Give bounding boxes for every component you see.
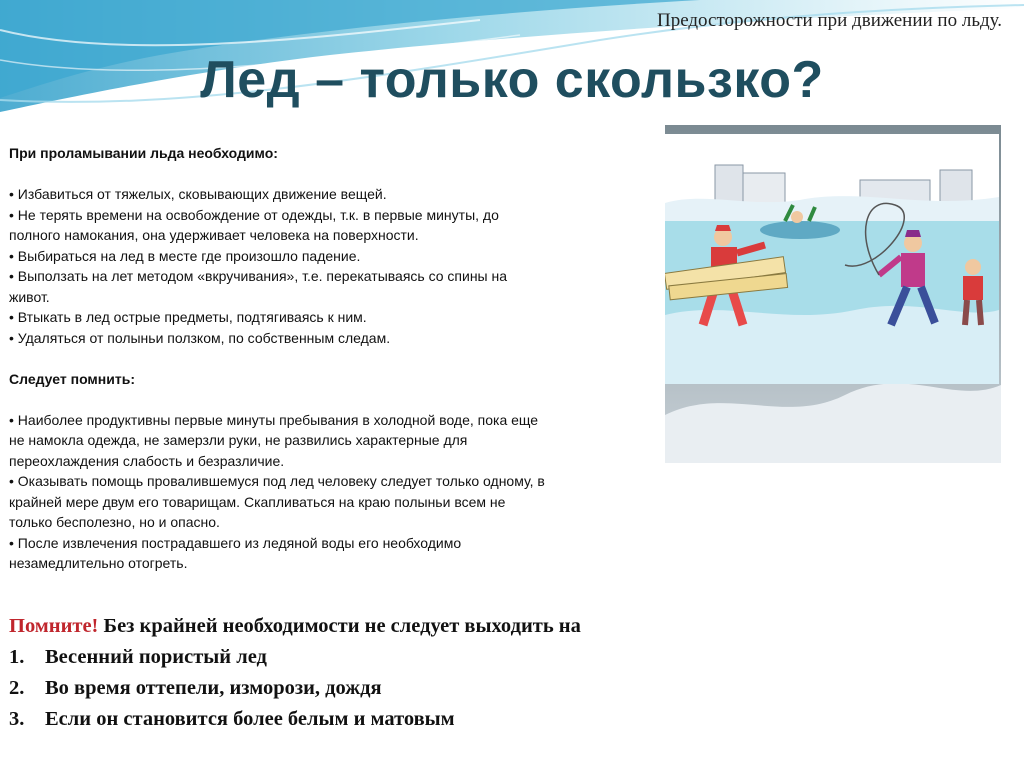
remember-lead: Помните! xyxy=(9,615,99,637)
remember-item-number: 1. xyxy=(9,646,25,668)
ice-rescue-illustration xyxy=(665,125,1001,463)
section1-line: • Выбираться на лед в месте где произошло падение. xyxy=(9,247,361,264)
instructions-text xyxy=(9,143,674,574)
section1-line: полного намокания, она удерживает человека на поверхности. xyxy=(9,227,419,243)
slide-subtitle: Предосторожности при движении по льду. xyxy=(656,10,1002,31)
slide-title: Лед – только скользко? xyxy=(200,51,824,109)
section1-line: • Удаляться от полыньи ползком, по собственным следам. xyxy=(9,329,391,346)
section2-line: крайней мере двум его товарищам. Скапливаться на краю полыньи всем не xyxy=(9,493,506,510)
remember-item-number: 3. xyxy=(9,708,25,730)
remember-item-number: 2. xyxy=(9,677,25,699)
remember-item xyxy=(9,704,829,735)
section2-heading: Следует помнить: xyxy=(9,370,135,387)
section2-line: • Оказывать помощь провалившемуся под лед человеку следует только одному, в xyxy=(9,473,545,489)
remember-item-text: Весенний пористый лед xyxy=(45,646,267,668)
remember-item xyxy=(9,673,829,704)
section2-line: незамедлительно отогреть. xyxy=(9,555,188,571)
section1-line: живот. xyxy=(9,288,50,305)
remember-line xyxy=(9,611,829,642)
section1-heading: При проламывании льда необходимо: xyxy=(9,145,278,161)
section2-line: • Наиболее продуктивны первые минуты пребывания в холодной воде, пока еще xyxy=(9,411,539,428)
remember-item xyxy=(9,642,829,673)
section1-line: • Избавиться от тяжелых, сковывающих движение вещей. xyxy=(9,186,387,202)
section2-line: • После извлечения пострадавшего из ледяной воды его необходимо xyxy=(9,534,462,551)
remember-item-text: Во время оттепели, изморози, дождя xyxy=(45,677,382,699)
section1-line: • Втыкать в лед острые предметы, подтягиваясь к ним. xyxy=(9,309,367,325)
section2-line: только бесполезно, но и опасно. xyxy=(9,514,220,530)
section2-line: не намокла одежда, не замерзли руки, не развились характерные для xyxy=(9,432,468,448)
remember-block xyxy=(9,611,829,735)
remember-text: Без крайней необходимости не следует выходить на xyxy=(98,615,581,637)
section2-line: переохлаждения слабость и безразличие. xyxy=(9,452,285,469)
section1-line: • Выползать на лет методом «вкручивания», т.е. перекатываясь со спины на xyxy=(9,268,508,284)
remember-item-text: Если он становится более белым и матовым xyxy=(45,708,455,730)
section1-line: • Не терять времени на освобождение от одежды, т.к. в первые минуты, до xyxy=(9,206,499,223)
